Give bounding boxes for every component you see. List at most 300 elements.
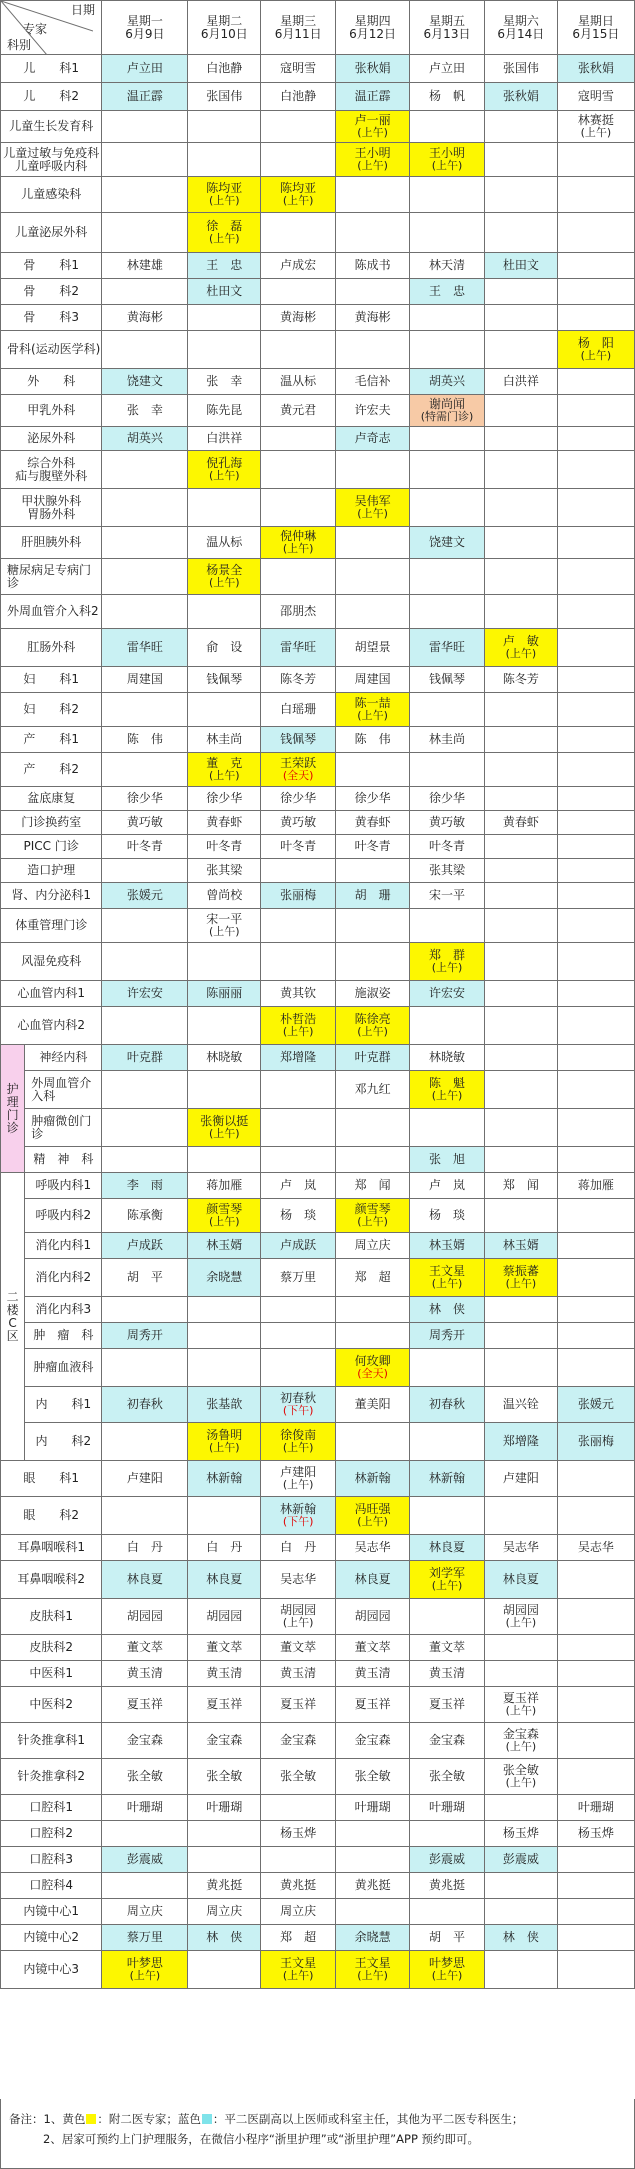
day-header (557, 1, 634, 55)
schedule-cell (261, 859, 336, 883)
doctor-name: 陈承衡 (126, 1208, 163, 1222)
schedule-cell (557, 1925, 634, 1951)
schedule-cell (188, 279, 261, 305)
doctor-name: 张基歆 (206, 1397, 243, 1411)
schedule-cell (410, 177, 485, 213)
schedule-cell (336, 1297, 410, 1323)
dept-cell (1, 883, 102, 909)
schedule-cell (557, 1847, 634, 1873)
schedule-cell (102, 527, 188, 559)
schedule-cell (261, 1873, 336, 1899)
doctor-name: 陈冬芳 (280, 672, 317, 686)
schedule-cell (484, 1561, 557, 1599)
doctor-name: 黄元君 (280, 403, 317, 417)
session-note: (全天) (282, 769, 314, 782)
session-note: (上午) (357, 159, 388, 172)
schedule-cell (336, 489, 410, 527)
doctor-name: 林良夏 (206, 1572, 243, 1586)
schedule-cell (261, 331, 336, 369)
doctor-name: 彭震威 (126, 1852, 163, 1866)
schedule-cell (261, 1071, 336, 1109)
schedule-cell (188, 981, 261, 1007)
dept-cell (1, 279, 102, 305)
doctor-name: 郑 闻 (502, 1178, 539, 1192)
schedule-cell (188, 1387, 261, 1423)
session-note: (上午) (209, 469, 240, 482)
schedule-cell (557, 943, 634, 981)
doctor-name: 李 雨 (126, 1178, 163, 1192)
doctor-name: 初春秋 (280, 1391, 317, 1405)
schedule-cell (261, 279, 336, 305)
doctor-name: 张 旭 (428, 1152, 465, 1166)
schedule-cell (484, 595, 557, 629)
schedule-cell (410, 787, 485, 811)
doctor-name: 谢尚闻 (428, 397, 465, 411)
dept-label: 口腔科3 (29, 1852, 74, 1866)
schedule-cell (557, 1259, 634, 1297)
schedule-cell (188, 305, 261, 331)
doctor-name: 卢建阳 (126, 1471, 163, 1485)
table-row (1, 1147, 635, 1173)
schedule-cell (410, 83, 485, 111)
session-note: (上午) (431, 159, 463, 172)
table-row (1, 909, 635, 943)
schedule-cell (557, 595, 634, 629)
schedule-cell (336, 1461, 410, 1497)
schedule-cell (336, 1795, 410, 1821)
schedule-cell (261, 1233, 336, 1259)
schedule-cell (336, 1925, 410, 1951)
doctor-name: 白池静 (206, 61, 243, 75)
schedule-cell (557, 369, 634, 395)
schedule-cell (336, 1147, 410, 1173)
schedule-cell (410, 1925, 485, 1951)
doctor-name: 董文萃 (126, 1640, 163, 1654)
doctor-name: 徐少华 (354, 791, 391, 805)
schedule-cell (557, 1561, 634, 1599)
schedule-cell (188, 835, 261, 859)
schedule-cell (188, 1007, 261, 1045)
table-row (1, 1847, 635, 1873)
doctor-name: 余晓慧 (206, 1270, 243, 1284)
schedule-cell (410, 111, 485, 143)
weekday-label: 星期四 (354, 13, 391, 28)
schedule-cell (261, 1387, 336, 1423)
schedule-cell (336, 1497, 410, 1535)
doctor-name: 冯旺强 (354, 1502, 391, 1516)
schedule-cell (336, 1821, 410, 1847)
schedule-cell (102, 787, 188, 811)
schedule-cell (484, 1007, 557, 1045)
schedule-cell (102, 1635, 188, 1661)
schedule-cell (557, 1535, 634, 1561)
schedule-cell (336, 1873, 410, 1899)
schedule-cell (102, 213, 188, 253)
schedule-cell (410, 835, 485, 859)
doctor-name: 白 丹 (280, 1540, 317, 1554)
schedule-cell (188, 1687, 261, 1723)
schedule-cell (557, 1599, 634, 1635)
schedule-cell (484, 1045, 557, 1071)
dept-cell (1, 395, 102, 427)
schedule-cell (336, 1007, 410, 1045)
session-note: (上午) (505, 1740, 537, 1753)
doctor-name: 倪孔海 (206, 456, 243, 470)
schedule-cell (410, 727, 485, 753)
schedule-cell (410, 693, 485, 727)
doctor-name: 白池静 (280, 89, 317, 103)
doctor-name: 黄玉清 (280, 1666, 317, 1680)
schedule-cell (410, 811, 485, 835)
dept-label: 门诊换药室 (21, 815, 82, 829)
schedule-cell (336, 55, 410, 83)
schedule-cell (188, 1821, 261, 1847)
session-note: (上午) (580, 349, 612, 362)
dept-label: 肝胆胰外科 (21, 535, 82, 549)
schedule-cell (102, 835, 188, 859)
schedule-cell (188, 1461, 261, 1497)
schedule-cell (410, 1635, 485, 1661)
table-row (1, 83, 635, 111)
dept-label: 眼 科1 (23, 1471, 80, 1485)
table-row (1, 111, 635, 143)
doctor-name: 徐俊南 (280, 1428, 317, 1442)
schedule-cell (102, 143, 188, 177)
table-row (1, 395, 635, 427)
dept-label: 中医科2 (29, 1697, 74, 1711)
schedule-cell (557, 1045, 634, 1071)
schedule-cell (410, 667, 485, 693)
doctor-name: 黄玉清 (206, 1666, 243, 1680)
schedule-cell (484, 305, 557, 331)
session-note: (上午) (129, 1969, 161, 1982)
dept-cell (1, 177, 102, 213)
doctor-name: 黄巧敏 (428, 815, 465, 829)
schedule-cell (557, 883, 634, 909)
doctor-name: 林赛挺 (577, 113, 614, 127)
weekday-label: 星期三 (280, 13, 317, 28)
dept-cell (25, 1297, 102, 1323)
schedule-cell (102, 1233, 188, 1259)
doctor-name: 张全敏 (502, 1763, 539, 1777)
session-note: (上午) (209, 1441, 240, 1454)
schedule-cell (484, 1687, 557, 1723)
group-char: 诊 (6, 1120, 19, 1135)
schedule-cell (484, 1925, 557, 1951)
session-note: (上午) (282, 1616, 314, 1629)
schedule-cell (557, 727, 634, 753)
dept-cell (1, 859, 102, 883)
dept-cell (1, 1599, 102, 1635)
group-char: 二 (6, 1289, 19, 1304)
table-row (1, 1723, 635, 1759)
schedule-cell (410, 369, 485, 395)
session-note: (上午) (505, 647, 537, 660)
schedule-cell (336, 143, 410, 177)
schedule-cell (102, 693, 188, 727)
footnote-line-2: 2、居家可预约上门护理服务，在微信小程序“浙里护理”或“浙里护理”APP 预约即可。 (43, 2132, 480, 2146)
schedule-cell (557, 279, 634, 305)
doctor-name: 余晓慧 (354, 1930, 391, 1944)
schedule-cell (102, 331, 188, 369)
doctor-name: 杨 帆 (428, 89, 465, 103)
session-note: (上午) (357, 1025, 388, 1038)
dept-cell (1, 1795, 102, 1821)
dept-label: 皮肤科1 (29, 1609, 74, 1623)
schedule-cell (261, 1259, 336, 1297)
corner-expert-label: 专家 (23, 22, 48, 36)
schedule-cell (261, 1535, 336, 1561)
dept-label: 风湿免疫科 (21, 954, 82, 968)
dept-label: 心血管内科1 (17, 986, 86, 1000)
schedule-cell (261, 1461, 336, 1497)
table-row (1, 489, 635, 527)
schedule-cell (102, 1561, 188, 1599)
session-note: (上午) (282, 1478, 314, 1491)
schedule-cell (557, 1007, 634, 1045)
schedule-cell (102, 1259, 188, 1297)
schedule-cell (188, 1847, 261, 1873)
schedule-cell (102, 279, 188, 305)
dept-cell (1, 811, 102, 835)
table-row (1, 305, 635, 331)
table-row (1, 1873, 635, 1899)
session-note: (上午) (431, 1089, 463, 1102)
schedule-cell (336, 1723, 410, 1759)
dept-label: 儿 科1 (23, 61, 80, 75)
schedule-cell (557, 427, 634, 451)
doctor-name: 林圭尚 (206, 732, 243, 746)
doctor-name: 林建雄 (126, 258, 163, 272)
doctor-name: 张秋娟 (354, 61, 391, 75)
schedule-cell (410, 143, 485, 177)
doctor-name: 叶冬青 (206, 839, 243, 853)
doctor-name: 卢一丽 (354, 113, 391, 127)
doctor-name: 胡 平 (428, 1930, 465, 1944)
dept-cell (25, 1259, 102, 1297)
schedule-cell (261, 1951, 336, 1989)
schedule-cell (557, 1759, 634, 1795)
schedule-cell (410, 1723, 485, 1759)
session-note: (上午) (209, 194, 240, 207)
schedule-cell (188, 55, 261, 83)
dept-cell (25, 1199, 102, 1233)
schedule-cell (188, 1951, 261, 1989)
blue-swatch (202, 2114, 212, 2124)
doctor-name: 胡 平 (126, 1270, 163, 1284)
schedule-cell (261, 305, 336, 331)
doctor-name: 金宝森 (354, 1733, 391, 1747)
schedule-cell (188, 1535, 261, 1561)
doctor-name: 胡园园 (126, 1609, 163, 1623)
schedule-cell (102, 305, 188, 331)
doctor-name: 倪仲琳 (280, 529, 317, 543)
session-note: (下午) (282, 1515, 314, 1528)
schedule-cell (484, 883, 557, 909)
schedule-cell (336, 787, 410, 811)
doctor-name: 林 侠 (206, 1930, 243, 1944)
dept-cell (1, 1759, 102, 1795)
dept-label: 儿童生长发育科 (9, 119, 94, 133)
schedule-cell (410, 253, 485, 279)
doctor-name: 金宝森 (206, 1733, 243, 1747)
doctor-name: 张秋娟 (577, 61, 614, 75)
table-row (1, 1297, 635, 1323)
schedule-cell (336, 1599, 410, 1635)
dept-cell (25, 1109, 102, 1147)
schedule-cell (336, 1687, 410, 1723)
schedule-cell (336, 1759, 410, 1795)
table-row (1, 1199, 635, 1233)
session-note: (上午) (505, 1776, 537, 1789)
table-row (1, 1759, 635, 1795)
schedule-cell (188, 451, 261, 489)
table-row (1, 279, 635, 305)
schedule-cell (188, 1899, 261, 1925)
schedule-cell (410, 451, 485, 489)
dept-label: 耳鼻咽喉科2 (17, 1572, 86, 1586)
dept-cell (1, 1723, 102, 1759)
dept-label: 儿童感染科 (21, 187, 82, 201)
doctor-name: 王 忠 (428, 284, 465, 298)
doctor-name: 温正霹 (354, 89, 391, 103)
group-char: 理 (6, 1094, 19, 1109)
schedule-cell (336, 909, 410, 943)
schedule-cell (410, 395, 485, 427)
schedule-cell (410, 753, 485, 787)
schedule-cell (261, 629, 336, 667)
doctor-name: 黄春虾 (354, 815, 391, 829)
doctor-name: 吴志华 (577, 1540, 614, 1554)
schedule-cell (261, 177, 336, 213)
day-header (261, 1, 336, 55)
schedule-cell (188, 883, 261, 909)
dept-label: 儿童过敏与免疫科 (3, 145, 100, 160)
table-row (1, 1323, 635, 1349)
schedule-cell (557, 1349, 634, 1387)
dept-cell (25, 1349, 102, 1387)
doctor-name: 吴志华 (354, 1540, 391, 1554)
schedule-cell (484, 1423, 557, 1461)
doctor-name: 夏玉祥 (502, 1691, 539, 1705)
date-label: 6月11日 (274, 26, 322, 41)
schedule-cell (188, 1423, 261, 1461)
doctor-name: 杜田文 (206, 284, 243, 298)
dept-cell (1, 1497, 102, 1535)
doctor-name: 张全敏 (428, 1769, 465, 1783)
schedule-cell (336, 1045, 410, 1071)
schedule-cell (484, 489, 557, 527)
schedule-cell (557, 1423, 634, 1461)
schedule-cell (261, 595, 336, 629)
schedule-cell (557, 1199, 634, 1233)
schedule-cell (336, 369, 410, 395)
doctor-name: 白 丹 (126, 1540, 163, 1554)
doctor-name: 汤鲁明 (206, 1428, 243, 1442)
doctor-name: 林良夏 (126, 1572, 163, 1586)
schedule-cell (484, 693, 557, 727)
schedule-cell (102, 1899, 188, 1925)
dept-cell (1, 1899, 102, 1925)
schedule-cell (557, 1821, 634, 1847)
schedule-cell (484, 1723, 557, 1759)
schedule-cell (557, 1297, 634, 1323)
doctor-name: 卢成宏 (280, 258, 317, 272)
doctor-name: 叶梦思 (126, 1956, 163, 1970)
group-char: 门 (6, 1107, 19, 1122)
doctor-name: 叶冬青 (126, 839, 163, 853)
doctor-name: 林圭尚 (428, 732, 465, 746)
schedule-cell (410, 1071, 485, 1109)
schedule-cell (484, 177, 557, 213)
schedule-cell (410, 305, 485, 331)
dept-label: 眼 科2 (23, 1508, 80, 1522)
schedule-cell (336, 1661, 410, 1687)
schedule-cell (336, 753, 410, 787)
doctor-name: 颜雪琴 (354, 1202, 391, 1216)
schedule-cell (102, 1925, 188, 1951)
schedule-cell (336, 83, 410, 111)
doctor-name: 金宝森 (280, 1733, 317, 1747)
doctor-name: 张全敏 (280, 1769, 317, 1783)
table-row (1, 883, 635, 909)
schedule-cell (557, 331, 634, 369)
schedule-cell (336, 559, 410, 595)
schedule-cell (261, 1147, 336, 1173)
dept-cell (1, 629, 102, 667)
schedule-cell (261, 1759, 336, 1795)
doctor-name: 蔡振蕃 (502, 1264, 539, 1278)
doctor-name: 俞 设 (206, 640, 243, 654)
schedule-cell (102, 629, 188, 667)
dept-label: 肿 瘤 科 (33, 1328, 94, 1342)
session-note: (上午) (357, 126, 388, 139)
dept-label: 消化内科3 (35, 1302, 92, 1316)
schedule-cell (557, 1173, 634, 1199)
schedule-cell (336, 1387, 410, 1423)
schedule-cell (410, 859, 485, 883)
dept-cell (1, 595, 102, 629)
schedule-cell (410, 1561, 485, 1599)
schedule-cell (102, 1173, 188, 1199)
doctor-name: 杨玉烨 (502, 1826, 539, 1840)
schedule-cell (484, 753, 557, 787)
dept-label: 精 神 科 (33, 1152, 94, 1166)
schedule-cell (410, 1233, 485, 1259)
schedule-cell (557, 1635, 634, 1661)
schedule-cell (410, 1147, 485, 1173)
schedule-cell (102, 1497, 188, 1535)
schedule-cell (102, 1759, 188, 1795)
schedule-cell (102, 83, 188, 111)
session-note: (上午) (357, 1969, 388, 1982)
schedule-cell (102, 1535, 188, 1561)
schedule-cell (484, 667, 557, 693)
schedule-cell (336, 1259, 410, 1297)
doctor-name: 叶冬青 (354, 839, 391, 853)
dept-label: 妇 科1 (23, 672, 80, 686)
table-row (1, 369, 635, 395)
doctor-name: 黄海彬 (126, 310, 163, 324)
doctor-name: 初春秋 (428, 1397, 465, 1411)
schedule-cell (336, 727, 410, 753)
schedule-cell (102, 1461, 188, 1497)
doctor-name: 周秀开 (428, 1328, 465, 1342)
dept-cell (1, 427, 102, 451)
doctor-name: 陈丽丽 (206, 986, 243, 1000)
date-label: 6月13日 (423, 26, 471, 41)
schedule-cell (484, 1497, 557, 1535)
